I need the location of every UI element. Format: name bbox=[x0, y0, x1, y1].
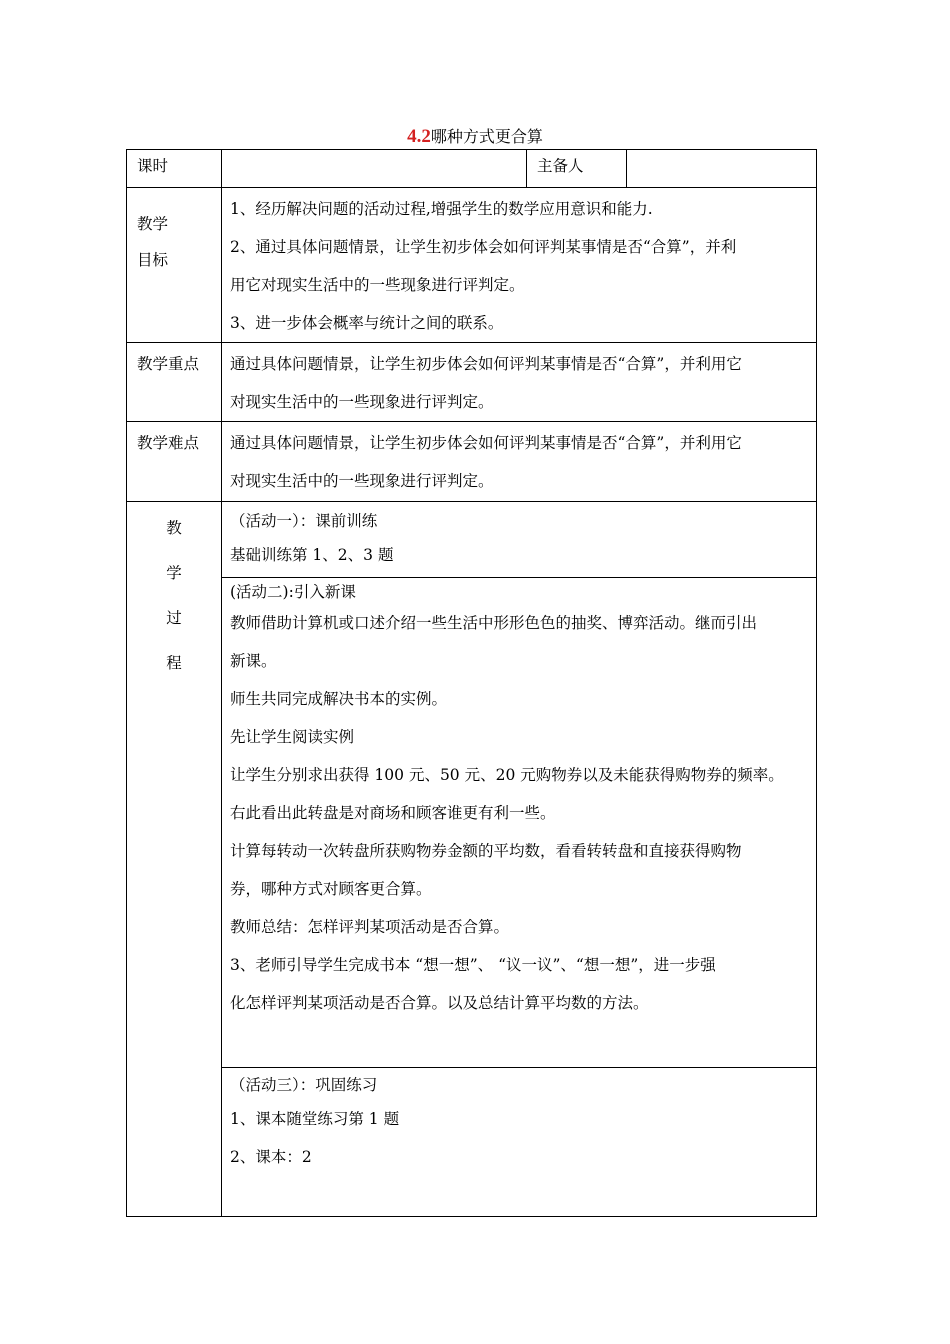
process-label bbox=[127, 502, 222, 1217]
key-points-line: 通过具体问题情景，让学生初步体会如何评判某事情是否“合算”，并利用它 bbox=[230, 355, 742, 373]
process-label-char: 教 bbox=[166, 519, 182, 537]
objective-item: 3、进一步体会概率与统计之间的联系。 bbox=[230, 314, 504, 332]
lesson-value bbox=[222, 150, 527, 188]
activity2-line: 化怎样评判某项活动是否合算。以及总结计算平均数的方法。 bbox=[230, 994, 649, 1012]
difficult-points-row bbox=[127, 422, 817, 502]
activity3-row bbox=[127, 1068, 817, 1217]
activity2-line: 师生共同完成解决书本的实例。 bbox=[230, 690, 448, 708]
activity1-line: 基础训练第 1、2、3 题 bbox=[230, 546, 394, 564]
activity3-line: 2、课本：2 bbox=[230, 1148, 312, 1166]
objectives-row bbox=[127, 188, 817, 343]
activity1-content bbox=[222, 502, 817, 578]
objective-item: 2、通过具体问题情景，让学生初步体会如何评判某事情是否“合算”，并利 bbox=[230, 238, 737, 256]
activity3-line: （活动三）：巩固练习 bbox=[230, 1076, 378, 1094]
activity3-content bbox=[222, 1068, 817, 1217]
activity2-line: 新课。 bbox=[230, 652, 277, 670]
activity1-line: （活动一）：课前训练 bbox=[230, 512, 378, 530]
lesson-plan-table bbox=[126, 149, 817, 1217]
header-row bbox=[127, 150, 817, 188]
preparer-value bbox=[627, 150, 817, 188]
title-number: 4.2 bbox=[407, 126, 431, 147]
difficult-points-content bbox=[222, 422, 817, 502]
document-title bbox=[0, 126, 950, 148]
activity2-line: 教师总结：怎样评判某项活动是否合算。 bbox=[230, 918, 510, 936]
title-text: 哪种方式更合算 bbox=[430, 127, 543, 146]
process-label-char: 学 bbox=[166, 564, 182, 582]
activity3-line: 1、课本随堂练习第 1 题 bbox=[230, 1110, 400, 1128]
key-points-content bbox=[222, 343, 817, 422]
activity2-line: (活动二):引入新课 bbox=[230, 583, 356, 601]
activity1-row bbox=[127, 502, 817, 578]
activity2-line: 3、老师引导学生完成书本 “想一想”、 “议一议”、“想一想”，进一步强 bbox=[230, 956, 716, 974]
key-points-line: 对现实生活中的一些现象进行评判定。 bbox=[230, 393, 494, 411]
activity2-line: 先让学生阅读实例 bbox=[230, 728, 355, 746]
activity2-line: 计算每转动一次转盘所获购物券金额的平均数，看看转转盘和直接获得购物 bbox=[230, 842, 742, 860]
preparer-label: 主备人 bbox=[527, 150, 627, 188]
lesson-label: 课时 bbox=[127, 150, 222, 188]
activity2-content bbox=[222, 578, 817, 1068]
activity2-row bbox=[127, 578, 817, 1068]
key-points-label: 教学重点 bbox=[127, 343, 222, 422]
objective-item: 用它对现实生活中的一些现象进行评判定。 bbox=[230, 276, 525, 294]
process-label-char: 过 bbox=[166, 609, 182, 627]
activity2-line: 让学生分别求出获得 100 元、50 元、20 元购物券以及未能获得购物券的频率。 bbox=[230, 766, 784, 784]
activity2-line: 券，哪种方式对顾客更合算。 bbox=[230, 880, 432, 898]
objectives-label bbox=[127, 188, 222, 343]
difficult-points-line: 对现实生活中的一些现象进行评判定。 bbox=[230, 472, 494, 490]
objectives-label-line1: 教学 bbox=[137, 215, 169, 233]
difficult-points-label: 教学难点 bbox=[127, 422, 222, 502]
activity2-line: 教师借助计算机或口述介绍一些生活中形形色色的抽奖、博弈活动。继而引出 bbox=[230, 614, 758, 632]
objectives-content bbox=[222, 188, 817, 343]
difficult-points-line: 通过具体问题情景，让学生初步体会如何评判某事情是否“合算”，并利用它 bbox=[230, 434, 742, 452]
objectives-label-line2: 目标 bbox=[137, 251, 169, 269]
key-points-row bbox=[127, 343, 817, 422]
objective-item: 1、经历解决问题的活动过程,增强学生的数学应用意识和能力. bbox=[230, 200, 653, 218]
activity2-line: 右此看出此转盘是对商场和顾客谁更有利一些。 bbox=[230, 804, 556, 822]
process-label-char: 程 bbox=[166, 654, 182, 672]
